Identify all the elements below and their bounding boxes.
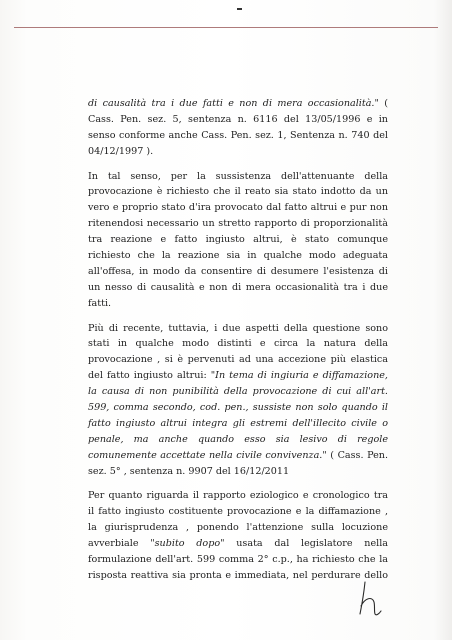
text-line: provocazione è richiesto che il reato sia stato indotto da un	[88, 186, 388, 198]
text-line: fatto ingiusto altrui integra gli estremi dell'illecito civile o	[88, 417, 388, 429]
text-line: ritenendosi necessario un stretto rapporto di proporzionalità	[88, 218, 388, 230]
text-line: senso conforme anche Cass. Pen. sez. 1, Sentenza n. 740 del	[88, 129, 388, 141]
text-line: provocazione , si è pervenuti ad una accezione più elastica	[88, 354, 388, 366]
document-body	[88, 96, 388, 584]
top-mark	[237, 8, 242, 10]
paragraph-4	[88, 488, 388, 583]
text-line: 04/12/1997 ).	[88, 145, 154, 157]
text-line: vero e proprio stato d'ira provocato dal fatto altrui e pur non	[88, 202, 388, 214]
text-line: Cass. Pen. sez. 5, sentenza n. 6116 del 13/05/1996 e in	[88, 113, 388, 125]
text-line: fatti.	[88, 297, 112, 309]
text-line: di causalità tra i due fatti e non di mera occasionalità." (	[88, 98, 388, 109]
text-line: tra reazione e fatto ingiusto altrui, è stato comunque	[88, 234, 388, 246]
text-line: all'offesa, in modo da consentire di desumere l'esistenza di	[88, 265, 388, 277]
paragraph-gap	[88, 160, 388, 169]
paragraph-gap	[88, 479, 388, 488]
text-line: penale, ma anche quando esso sia lesivo di regole	[88, 433, 388, 445]
text-line: richiesto che la reazione sia in qualche modo adeguata	[88, 250, 388, 262]
text-line: sez. 5° , sentenza n. 9907 del 16/12/2011	[88, 465, 290, 477]
text-line: Più di recente, tuttavia, i due aspetti della questione sono	[88, 322, 388, 334]
paragraph-2	[88, 169, 388, 312]
paragraph-gap	[88, 312, 388, 321]
text-line: un nesso di causalità e non di mera occasionalità tra i due	[88, 281, 388, 293]
text-line: stati in qualche modo distinti e circa la natura della	[88, 338, 388, 350]
paragraph-1	[88, 96, 388, 160]
text-line: In tal senso, per la sussistenza dell'attenuante della	[88, 170, 388, 182]
text-line: comunemente accettate nella civile convivenza." ( Cass. Pen.	[88, 449, 389, 461]
text-line: risposta reattiva sia pronta e immediata, nel perdurare dello	[88, 569, 388, 581]
text-line: la giurisprudenza , ponendo l'attenzione sulla locuzione	[88, 522, 388, 534]
header-rule	[14, 27, 438, 28]
text-line: il fatto ingiusto costituente provocazione e la diffamazione ,	[88, 506, 388, 518]
text-line: del fatto ingiusto altrui: "In tema di ingiuria e diffamazione,	[88, 370, 388, 382]
paragraph-3	[88, 321, 388, 480]
signature-initial-icon	[356, 580, 382, 616]
text-line: formulazione dell'art. 599 comma 2° c.p., ha richiesto che la	[88, 554, 388, 566]
text-line: la causa di non punibilità della provocazione di cui all'art.	[88, 386, 388, 398]
text-line: Per quanto riguarda il rapporto eziologico e cronologico tra	[88, 490, 388, 502]
text-line: 599, comma secondo, cod. pen., sussiste non solo quando il	[88, 402, 388, 414]
text-line: avverbiale "subito dopo" usata dal legislatore nella	[88, 538, 388, 550]
